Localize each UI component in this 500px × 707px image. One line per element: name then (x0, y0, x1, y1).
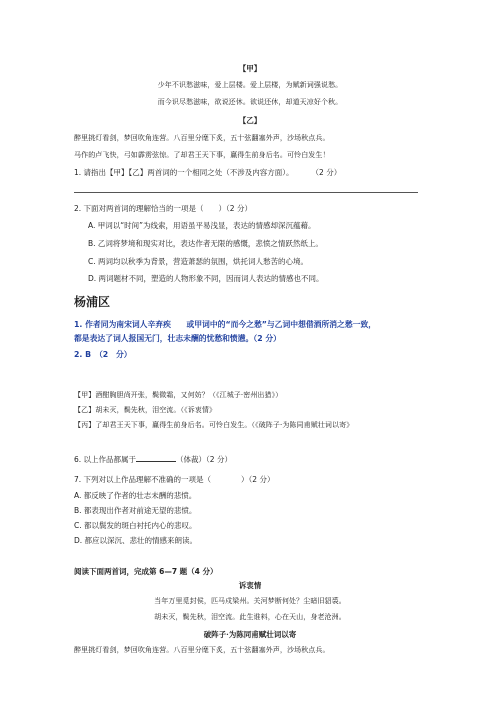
question-1-score: （2 分） (311, 168, 342, 177)
poem-2-line-1: 醉里挑灯看剑，梦回吹角连营。八百里分麾下炙，五十弦翻塞外声，沙场秋点兵。 (74, 646, 330, 654)
question-1 (74, 167, 341, 178)
q2-option-b: B. 乙词将梦境和现实对比，表达作者无限的感慨，悲愤之情跃然纸上。 (88, 239, 323, 248)
q2-option-d: D. 两词题材不同，塑造的人物形象不同，因而词人表达的情感也不同。 (88, 274, 324, 283)
poem-2-title: 破阵子·为陈同甫赋壮词以寄 (203, 630, 297, 639)
poem-1-title: 诉衷情 (238, 581, 262, 590)
yi-label: 【乙】 (238, 116, 262, 125)
q7-option-c: C. 都以鬓发的斑白衬托内心的悲叹。 (74, 521, 197, 530)
question-7: 7. 下列对以上作品理解不准确的一项是（ ）（2 分） (74, 475, 275, 484)
q7-option-d: D. 都应以深沉、悲壮的情感来朗读。 (74, 536, 198, 545)
q2-option-a: A. 甲词以“时间”为线索，用语虽平易浅显，表达的情感却深沉蕴藉。 (88, 221, 316, 230)
mid-bing: 【丙】了却君王天下事，赢得生前身后名。可怜白发生。（《破阵子·为陈同甫赋壮词以寄》 (74, 421, 354, 429)
q2-option-c: C. 两词均以秋季为背景，营造萧瑟的氛围，烘托词人愁苦的心境。 (88, 257, 309, 266)
jia-line-1: 少年不识愁滋味，爱上层楼。爱上层楼，为赋新词强说愁。 (157, 81, 343, 89)
question-6-blank[interactable] (136, 453, 176, 462)
poem-1-line-1: 当年万里觅封侯，匹马戍梁州。关河梦断何处？尘暗旧貂裘。 (154, 597, 346, 605)
question-2: 2. 下面对两首词的理解恰当的一项是（ ）（2 分） (74, 204, 252, 213)
answer-1-line-1: 1. 作者同为南宋词人辛弃疾 或甲词中的“而今之愁”与乙词中想借酒所消之愁一致， (74, 320, 377, 329)
q7-option-a: A. 都反映了作者的壮志未酬的悲愤。 (74, 491, 197, 500)
answer-2: 2. B （2 分） (74, 350, 132, 359)
yi-line-2: 马作的卢飞快，弓如霹雳弦惊。了却君王天下事，赢得生前身后名。可怜白发生！ (74, 151, 330, 159)
jia-line-2: 而今识尽愁滋味，欲说还休。欲说还休，却道天凉好个秋。 (157, 98, 343, 106)
question-6 (74, 453, 232, 465)
district-heading: 杨浦区 (74, 295, 111, 309)
answer-line (74, 192, 418, 193)
mid-jia: 【甲】酒酣胸胆尚开张，鬓微霜，又何妨？（《江城子·密州出猎》） (74, 391, 283, 399)
question-6-text: 6. 以上作品都属于 (74, 455, 137, 464)
question-6-tail: （体裁）（2 分） (176, 455, 232, 464)
q7-option-b: B. 都表现出作者对前途无望的悲愤。 (74, 506, 197, 515)
answer-1-line-2: 都是表达了词人报国无门，壮志未酬的忧愁和愤懑。（2 分） (74, 334, 281, 343)
mid-yi: 【乙】胡未灭，鬓先秋，泪空流。（《诉衷情》 (74, 406, 217, 414)
reading-instruction: 阅读下面两首词，完成第 6—7 题（4 分） (74, 567, 218, 576)
yi-line-1: 醉里挑灯看剑，梦回吹角连营。八百里分麾下炙，五十弦翻塞外声，沙场秋点兵。 (74, 134, 330, 142)
question-1-text: 1. 请指出【甲】【乙】两首词的一个相同之处（不涉及内容方面）。 (74, 168, 294, 177)
poem-1-line-2: 胡未灭，鬓先秋，泪空流。此生谁料，心在天山，身老沧洲。 (154, 613, 346, 621)
jia-label: 【甲】 (238, 64, 262, 73)
